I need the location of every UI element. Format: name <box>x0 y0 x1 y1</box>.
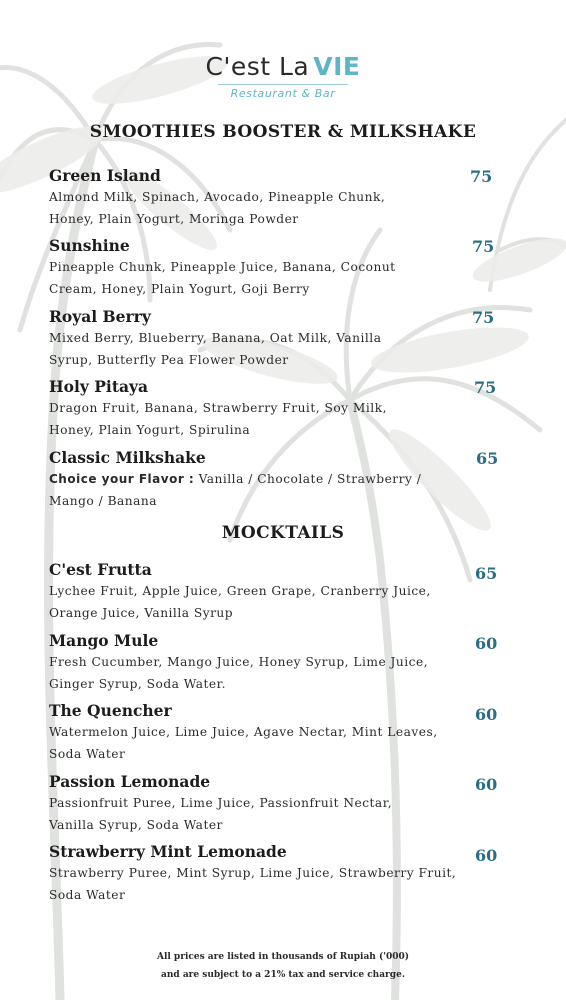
logo-name: C'est La <box>205 52 310 81</box>
item-description: Passionfruit Puree, Lime Juice, Passionfruit Nectar, Vanilla Syrup, Soda Water <box>49 796 393 832</box>
item-price: 75 <box>472 308 495 327</box>
item-description: Almond Milk, Spinach, Avocado, Pineapple Chunk, Honey, Plain Yogurt, Moringa Powder <box>49 190 386 226</box>
section-title-smoothies: SMOOTHIES BOOSTER & MILKSHAKE <box>89 122 477 142</box>
menu-item-classic-milkshake <box>49 448 499 512</box>
item-name: Passion Lemonade <box>49 772 211 791</box>
item-price: 75 <box>474 378 497 397</box>
item-description: Pineapple Chunk, Pineapple Juice, Banana, Coconut Cream, Honey, Plain Yogurt, Goji Berry <box>49 260 396 296</box>
price-disclaimer: All prices are listed in thousands of Rupiah ('000) and are subject to a 21% tax and service charge. <box>156 952 410 980</box>
item-price: 60 <box>475 705 498 724</box>
menu-item-sunshine <box>49 236 499 300</box>
logo-subtitle: Restaurant & Bar <box>230 87 336 100</box>
item-price: 75 <box>470 167 493 186</box>
menu-item-mango-mule <box>49 631 499 695</box>
item-price: 60 <box>475 775 498 794</box>
item-description: Mixed Berry, Blueberry, Banana, Oat Milk, Vanilla Syrup, Butterfly Pea Flower Powder <box>49 331 382 367</box>
item-description: Watermelon Juice, Lime Juice, Agave Nectar, Mint Leaves, Soda Water <box>49 725 438 761</box>
item-name: C'est Frutta <box>49 560 152 579</box>
item-name: Holy Pitaya <box>49 377 149 396</box>
item-name: Green Island <box>49 166 161 185</box>
item-description: Strawberry Puree, Mint Syrup, Lime Juice, Strawberry Fruit, Soda Water <box>49 866 457 902</box>
menu-item-the-quencher <box>49 701 499 765</box>
item-price: 65 <box>476 449 499 468</box>
item-description: Fresh Cucumber, Mango Juice, Honey Syrup, Lime Juice, Ginger Syrup, Soda Water. <box>49 655 429 691</box>
menu-item-strawberry-mint-lemonade <box>49 842 499 906</box>
item-name: Mango Mule <box>49 631 159 650</box>
item-description: Choice your Flavor : Vanilla / Chocolate / Strawberry / Mango / Banana <box>49 472 422 508</box>
logo-accent: VIE <box>313 52 361 81</box>
logo-divider <box>218 84 348 85</box>
menu-item-cest-frutta <box>49 560 499 624</box>
menu-item-royal-berry <box>49 307 499 371</box>
flavor-choice-label: Choice your Flavor : <box>49 472 195 486</box>
item-name: Sunshine <box>49 236 130 255</box>
item-price: 65 <box>475 564 498 583</box>
item-description: Dragon Fruit, Banana, Strawberry Fruit, Soy Milk, Honey, Plain Yogurt, Spirulina <box>49 401 387 437</box>
item-price: 75 <box>472 237 495 256</box>
item-name: The Quencher <box>49 701 172 720</box>
item-name: Classic Milkshake <box>49 448 206 467</box>
menu-item-holy-pitaya <box>49 377 499 441</box>
item-name: Strawberry Mint Lemonade <box>49 842 287 861</box>
menu-item-green-island <box>49 166 499 230</box>
restaurant-logo <box>0 52 566 100</box>
item-price: 60 <box>475 846 498 865</box>
item-name: Royal Berry <box>49 307 151 326</box>
item-price: 60 <box>475 634 498 653</box>
menu-item-passion-lemonade <box>49 772 499 836</box>
item-description: Lychee Fruit, Apple Juice, Green Grape, Cranberry Juice, Orange Juice, Vanilla Syrup <box>49 584 431 620</box>
section-title-mocktails: MOCKTAILS <box>221 523 345 543</box>
